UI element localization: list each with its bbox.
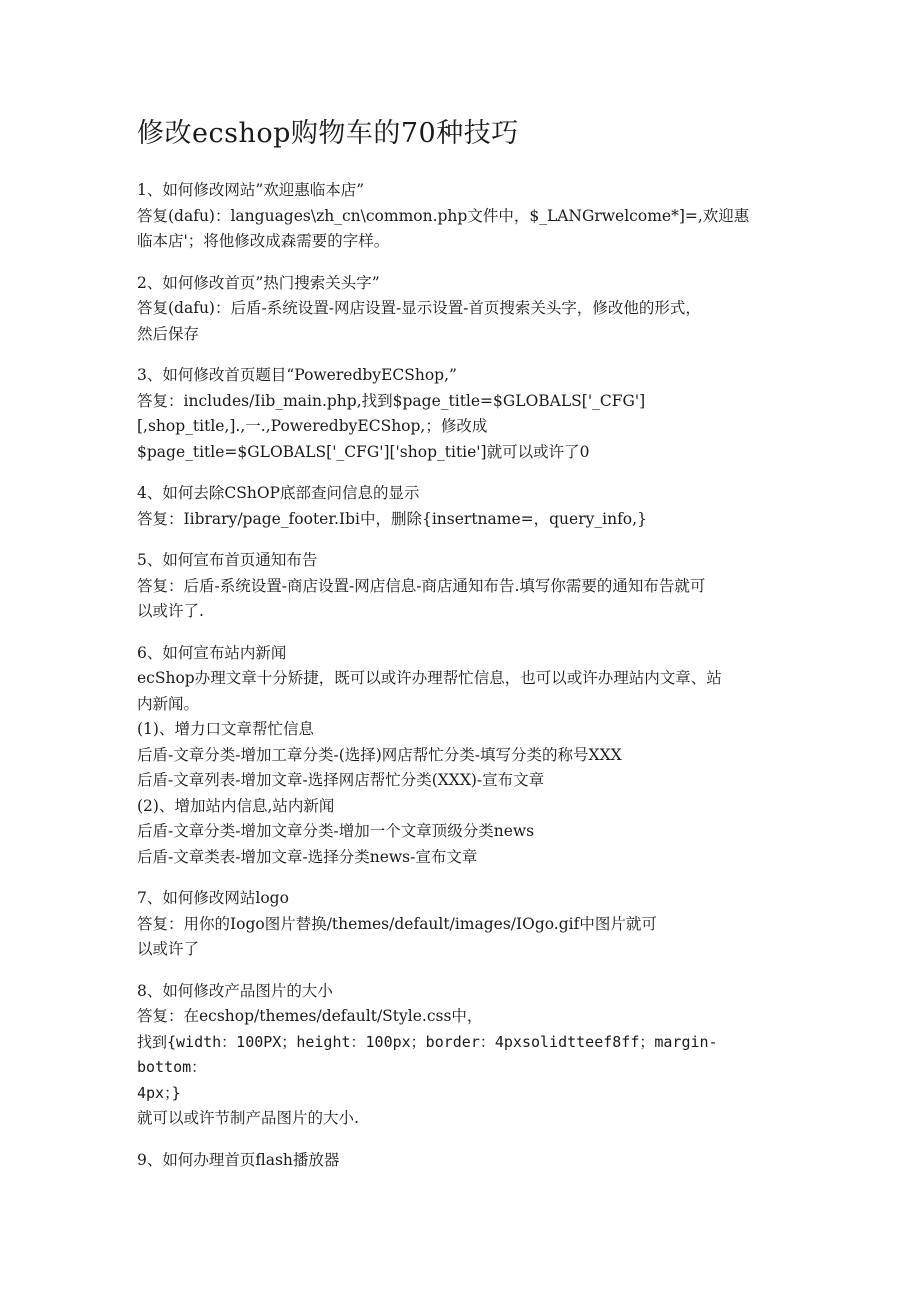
faq-question: 7、如何修改网站logo (137, 889, 289, 907)
faq-question: 1、如何修改网站”欢迎惠临本店” (137, 181, 365, 199)
faq-answer-line: bottom： (137, 1058, 207, 1076)
faq-answer-line: ecShop办理文章十分矫捷，既可以或许办理帮忙信息，也可以或许办理站内文章、站 (137, 669, 722, 687)
faq-answer-line: 答复：Iibrary/page_footer.Ibi中，删除{insertname=，query_info,} (137, 509, 647, 528)
faq-answer-line: 内新闻。 (137, 694, 200, 713)
faq-answer-line: 答复：includes/Iib_main.php,找到$page_title=$GLOBALS['_CFG'] (137, 391, 646, 410)
document-page (137, 112, 787, 1189)
faq-answer-line: [,shop_title,].,一.,PoweredbyECShop,；修改成 (137, 417, 488, 435)
faq-question: 6、如何宣布站内新闻 (137, 643, 287, 662)
faq-question: 5、如何宣布首页通知布告 (137, 551, 318, 569)
faq-answer-line: 找到{width：100PX；height：100px；border：4pxsolidtteef8ff；margin- (137, 1032, 718, 1051)
faq-question: 3、如何修改首页题目“PoweredbyECShop,” (137, 366, 457, 384)
faq-item (137, 641, 787, 871)
faq-answer-line: $page_title=$GLOBALS['_CFG']['shop_titie']就可以或许了0 (137, 442, 590, 461)
faq-answer-line: 答复：后盾-系统设置-商店设置-网店信息-商店通知布告.填写你需要的通知布告就可 (137, 576, 706, 595)
faq-question: 9、如何办理首页flash播放器 (137, 1150, 340, 1169)
faq-answer-line: 以或许了 (137, 940, 200, 958)
faq-answer-line: 后盾-文章类表-增加文章-选择分类news-宣布文章 (137, 847, 478, 866)
faq-item (137, 979, 787, 1132)
faq-question: 8、如何修改产品图片的大小 (137, 981, 333, 1000)
faq-item (137, 271, 787, 348)
faq-item (137, 886, 787, 963)
document-title: 修改ecshop购物车的70种技巧 (137, 118, 519, 149)
faq-answer-line: 答复：在ecshop/themes/default/Style.css中， (137, 1007, 483, 1025)
faq-answer-line: 答复(dafu)：languages\zh_cn\common.php文件中，$_LANGrwelcome*]=,欢迎惠 (137, 206, 750, 225)
faq-answer-line: 答复(dafu)：后盾-系统设置-网店设置-显示设置-首页搜索关头字，修改他的形式， (137, 299, 701, 317)
faq-item (137, 1148, 787, 1174)
faq-question: 2、如何修改首页”热门搜索关头字” (137, 273, 380, 292)
faq-answer-line: 然后保存 (137, 324, 200, 343)
faq-item (137, 363, 787, 465)
faq-answer-line: (2)、增加站内信息,站内新闻 (137, 796, 335, 815)
faq-answer-line: 4px；} (137, 1083, 181, 1102)
faq-item (137, 548, 787, 625)
faq-item (137, 481, 787, 532)
faq-answer-line: 后盾-文章分类-增加工章分类-(选择)网店帮忙分类-填写分类的称号XXX (137, 745, 622, 764)
faq-answer-line: (1)、增力口文章帮忙信息 (137, 720, 314, 738)
faq-item (137, 178, 787, 255)
faq-answer-line: 答复：用你的Iogo图片替换/themes/default/images/IOgo.gif中图片就可 (137, 914, 657, 933)
faq-answer-line: 就可以或许节制产品图片的大小. (137, 1109, 359, 1127)
faq-answer-line: 后盾-文章列表-增加文章-选择网店帮忙分类(XXX)-宣布文章 (137, 771, 545, 789)
faq-answer-line: 临本店'；将他修改成森需要的字样。 (137, 232, 390, 250)
faq-answer-line: 以或许了. (137, 602, 204, 620)
faq-question: 4、如何去除CShOP底部查问信息的显示 (137, 484, 420, 502)
faq-answer-line: 后盾-文章分类-增加文章分类-增加一个文章顶级分类news (137, 822, 535, 840)
